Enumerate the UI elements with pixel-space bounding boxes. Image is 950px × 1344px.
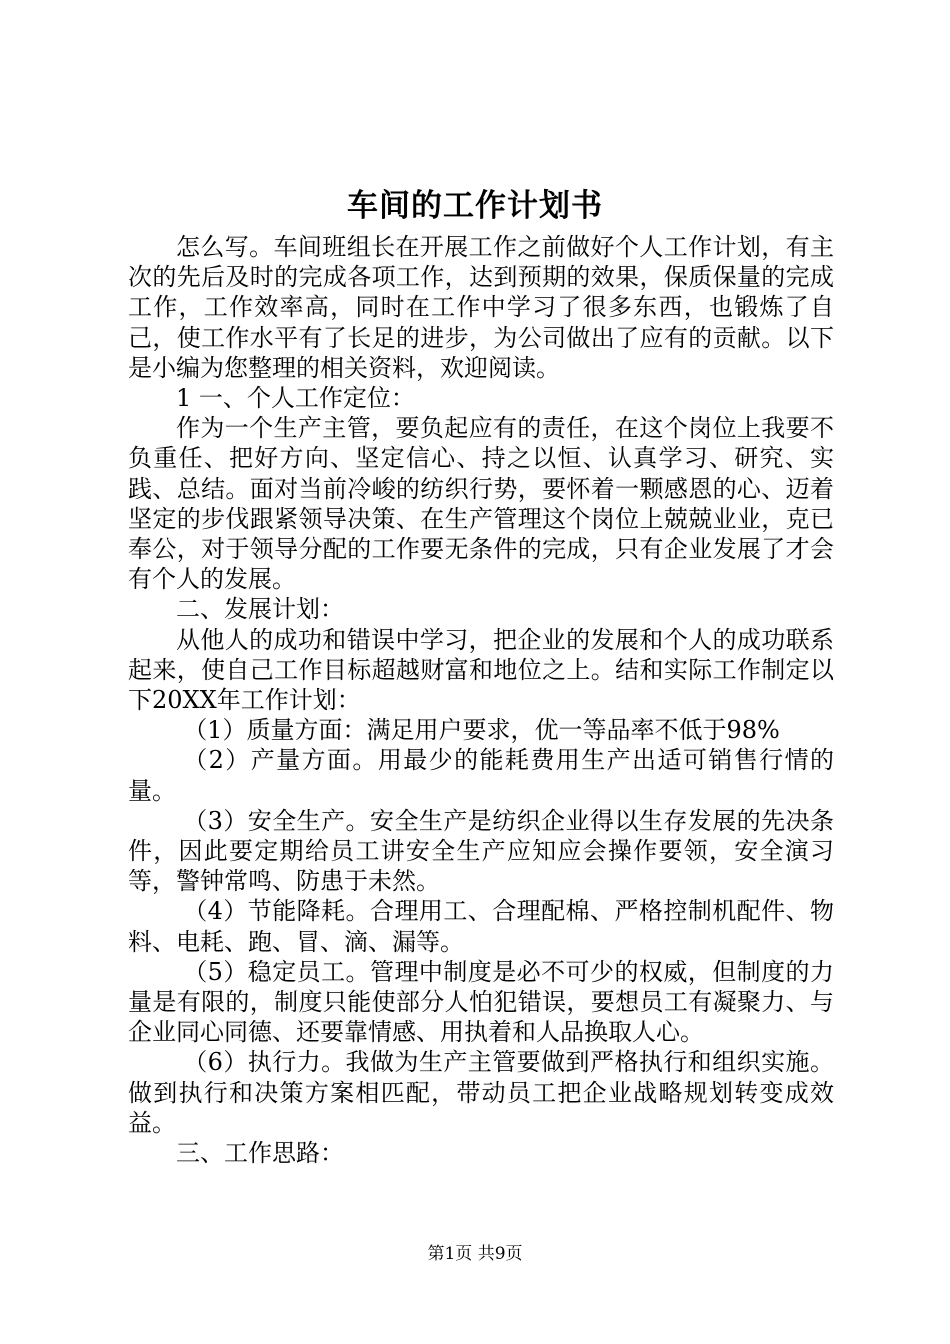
section-heading-positioning: 1 一、个人工作定位：: [176, 384, 415, 413]
plan-item-execution: （6）执行力。我做为生产主管要做到严格执行和组织实施。做到执行和决策方案相匹配，带动员工把企业战略规划转变成效益。: [128, 1048, 834, 1137]
plan-item-quality: （1）质量方面：满足用户要求，优一等品率不低于98%: [183, 716, 780, 745]
page-footer: 第1页 共9页: [427, 1244, 523, 1264]
positioning-paragraph: 作为一个生产主管，要负起应有的责任，在这个岗位上我要不负重任、把好方向、坚定信心、持之以恒、认真学习、研究、实践、总结。面对当前冷峻的纺织行势，要怀着一颗感恩的心、迈着坚定的步伐跟紧领导决策、在生产管理这个岗位上兢兢业业，克已奉公，对于领导分配的工作要无条件的完成，只有企业发展了才会有个人的发展。: [128, 414, 834, 594]
document-title: 车间的工作计划书: [347, 188, 603, 224]
plan-item-staff: （5）稳定员工。管理中制度是必不可少的权威，但制度的力量是有限的，制度只能使部分人怕犯错误，要想员工有凝聚力、与企业同心同德、还要靠情感、用执着和人品换取人心。: [128, 957, 834, 1047]
section-heading-plan: 二、发展计划：: [176, 595, 344, 624]
plan-item-energy: （4）节能降耗。合理用工、合理配棉、严格控制机配件、物料、电耗、跑、冒、滴、漏等。: [128, 897, 834, 956]
plan-paragraph: 从他人的成功和错误中学习，把企业的发展和个人的成功联系起来，使自己工作目标超越财富和地位之上。结和实际工作制定以下20XX年工作计划：: [128, 625, 834, 715]
plan-item-safety: （3）安全生产。安全生产是纺织企业得以生存发展的先决条件，因此要定期给员工讲安全生产应知应会操作要领，安全演习等，警钟常鸣、防患于未然。: [128, 806, 834, 896]
intro-paragraph: 怎么写。车间班组长在开展工作之前做好个人工作计划，有主次的先后及时的完成各项工作，达到预期的效果，保质保量的完成工作，工作效率高，同时在工作中学习了很多东西，也锻炼了自己，使工作水平有了长足的进步，为公司做出了应有的贡献。以下是小编为您整理的相关资料，欢迎阅读。: [128, 233, 834, 382]
section-heading-approach: 三、工作思路：: [176, 1139, 344, 1168]
plan-item-output: （2）产量方面。用最少的能耗费用生产出适可销售行情的量。: [128, 746, 834, 805]
document-body: [128, 232, 834, 1168]
